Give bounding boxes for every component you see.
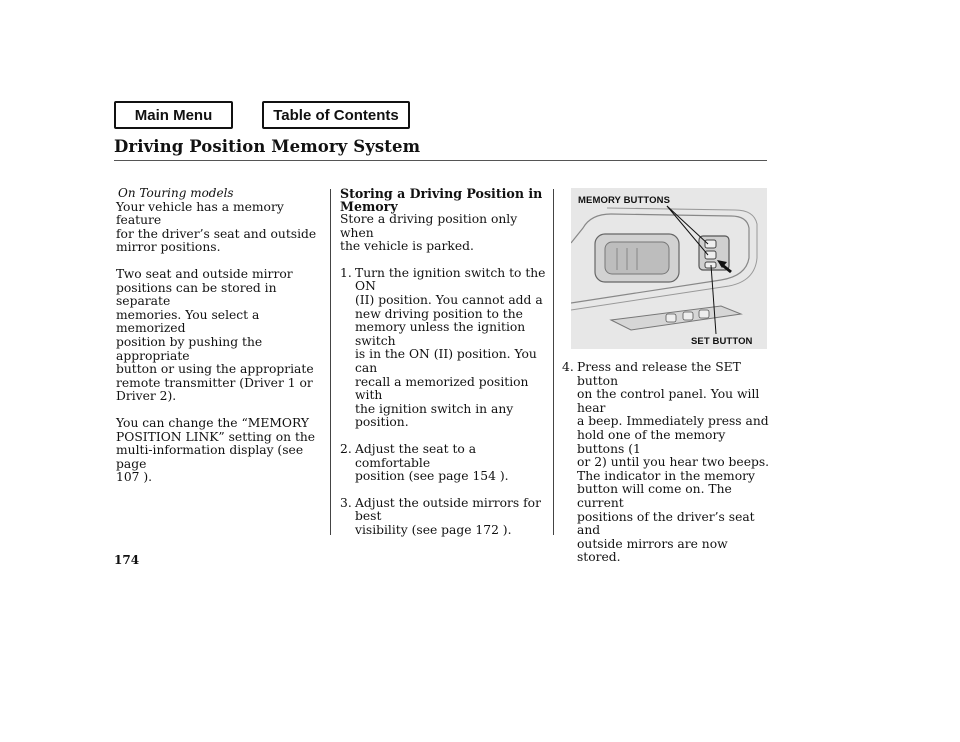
step-number: 1. (340, 265, 352, 280)
step-text: Adjust the seat to a comfortable position (see page 154 ). (355, 441, 509, 484)
step-number: 2. (340, 441, 352, 456)
paragraph-setting: You can change the “MEMORY POSITION LINK” setting on the multi-information display (see page 107 ). (116, 415, 316, 485)
paragraph-memories: Two seat and outside mirror positions can be stored in separate memories. You select a memorized position by pushing the appropriate button or using the appropriate remote transmitter (Driver 1 or Driver 2). (116, 266, 314, 404)
step-4 (562, 361, 772, 565)
paragraph-store: Store a driving position only when the vehicle is parked. (340, 212, 518, 254)
memory-buttons-figure (571, 188, 767, 349)
title-divider (114, 160, 767, 161)
table-of-contents-button[interactable]: Table of Contents (262, 101, 410, 129)
column-divider-right (553, 189, 554, 535)
page-title: Driving Position Memory System (114, 137, 421, 156)
page-number: 174 (114, 553, 140, 567)
paragraph-intro: Your vehicle has a memory feature for the driver’s seat and outside mirror positions. (116, 199, 317, 255)
column-1 (116, 187, 321, 485)
section-heading: Storing a Driving Position in Memory (340, 186, 543, 214)
step-2 (340, 443, 550, 484)
main-menu-button[interactable]: Main Menu (114, 101, 233, 129)
step-text: Press and release the SET button on the control panel. You will hear a beep. Immediately press and hold one of the memory buttons (1 or 2) until you hear two beeps. The indicator in the memory button will come on. The current positions of the driver’s seat and outside mirrors are now stored. (577, 360, 770, 565)
figure-label-memory-buttons: MEMORY BUTTONS (578, 195, 671, 206)
column-3 (562, 361, 772, 565)
model-note: On Touring models (118, 186, 234, 200)
step-3 (340, 497, 550, 538)
figure-label-set-button: SET BUTTON (691, 336, 753, 347)
column-2 (340, 187, 550, 537)
column-divider-left (330, 189, 331, 535)
door-panel-illustration (571, 188, 767, 349)
step-number: 3. (340, 495, 352, 510)
step-text: Turn the ignition switch to the ON (II) position. You cannot add a new driving position to the memory unless the ignition switch is in the ON (II) position. You can recall a memorized position with the ignition switch in any position. (355, 265, 546, 430)
step-1 (340, 267, 550, 430)
step-number: 4. (562, 360, 574, 374)
step-text: Adjust the outside mirrors for best visibility (see page 172 ). (355, 495, 541, 537)
